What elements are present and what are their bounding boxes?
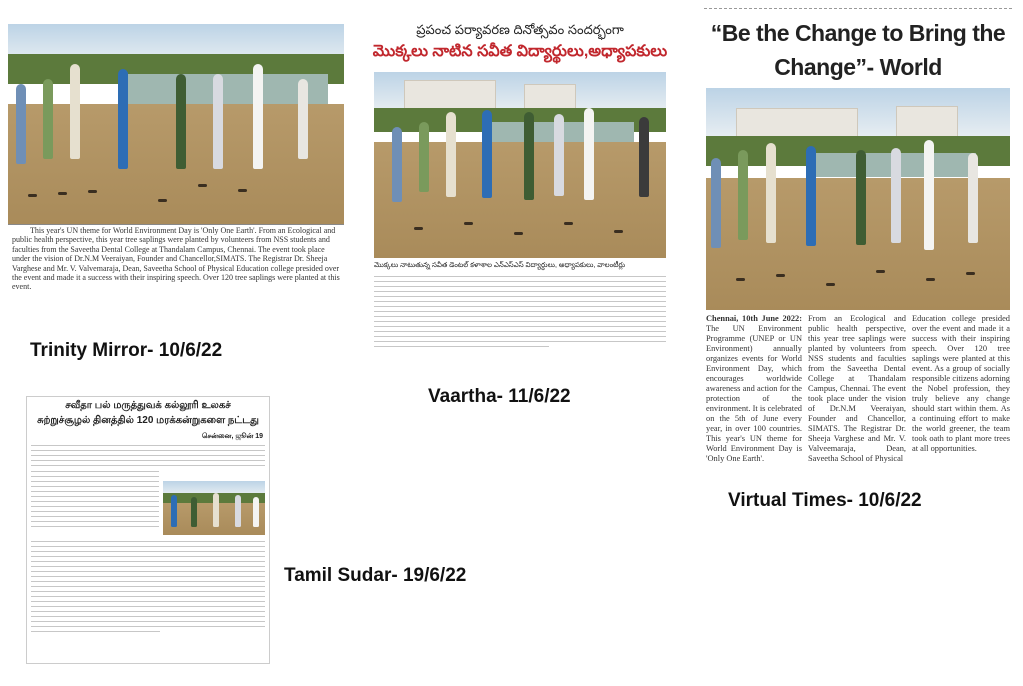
vaartha-headline-main: మొక్కలు నాటిన సవీత విద్యార్థులు,అధ్యాపకులు [372,43,668,60]
vaartha-headline-top: ప్రపంచ పర్యావరణ దినోత్సవం సందర్భంగా [416,22,624,37]
tamil-sudar-caption: Tamil Sudar- 19/6/22 [284,565,467,586]
virtual-article-col3: Education college presided over the event and made it a success with their inspiring speech. Over 120 tree saplings were planted at this event. As a group of socially responsible citizens adorning the Nobel profession, they truly believe any change should start within them. As a continuing effort to make the world greener, the team took oath to plant more trees at all opportunities. [912,314,1010,453]
tamil-headline-2: சுற்றுச்சூழல் தினத்தில் 120 மரக்கன்றுகளை நட்டது [37,415,259,426]
virtual-dateline: Chennai, 10th June 2022: [706,314,802,323]
trinity-article-text: This year's UN theme for World Environment Day is 'Only One Earth'. From an Ecological and public health perspective, this year tree saplings were planted by volunteers from NSS students and faculties from the Saveetha Dental College at Thandalam Campus, Chennai. The event took place under the vision of Dr.N.M Veeraiyan, Founder and Chancellor,SIMATS. The Registrar Dr. Sheeja Varghese and Mr. V. Valvemaraja, Dean, Saveetha School of Physical Education college presided over the event and made it a success with their inspiring speech. Over 120 tree saplings were planted at this event. [12,226,340,292]
virtual-times-caption: Virtual Times- 10/6/22 [728,490,922,511]
trinity-mirror-clipping [8,20,346,320]
trinity-photo [8,24,344,224]
virtual-times-clipping [704,8,1012,478]
tamil-article-body-bottom [31,541,265,636]
virtual-article-col1 [706,314,802,464]
tamil-article-body-top [31,445,265,470]
vaartha-photo [374,72,666,258]
virtual-photo [706,88,1010,310]
virtual-col1-text: The UN Environment Programme (UNEP or UN Environment) annually organizes events for World Environment Day, which encourages worldwide awareness and action for the protection of the environment. It is celebrated on the 5th of June every year, in over 100 countries. This year's UN theme for World Environment Day is 'Only One Earth'. [706,324,802,463]
vaartha-caption: Vaartha- 11/6/22 [428,386,571,407]
tamil-dateline: சென்னை, ஜூன் 19 [201,433,263,440]
virtual-article-col2: From an Ecological and public health perspective, this year tree saplings were planted by volunteers from NSS students and faculties from the Saveetha Dental College at Thandalam Campus, Chennai. The event took place under the vision of Dr.N.M Veeraiyan, Founder and Chancellor, SIMATS. The Registrar Dr. Sheeja Varghese and Mr. V. Valveemaraja, Dean, Saveetha School of Physical [808,314,906,463]
tamil-photo [163,481,265,535]
vaartha-article-body [374,276,666,351]
vaartha-photo-caption: మొక్కలు నాటుతున్న సవీత డెంటల్ కళాశాల ఎన్ఎస్ఎస్ విద్యార్థులు, అధ్యాపకులు, వాలంటీర్లు [374,262,626,269]
tamil-article-body-left [31,471,159,531]
trinity-caption: Trinity Mirror- 10/6/22 [30,340,223,361]
tamil-sudar-clipping [26,396,270,664]
tamil-headline-1: சவீதா பல் மருத்துவக் கல்லூரி உலகச் [65,400,231,411]
vaartha-clipping [370,14,670,386]
virtual-headline: “Be the Change to Bring the Change”- World [710,20,1006,80]
